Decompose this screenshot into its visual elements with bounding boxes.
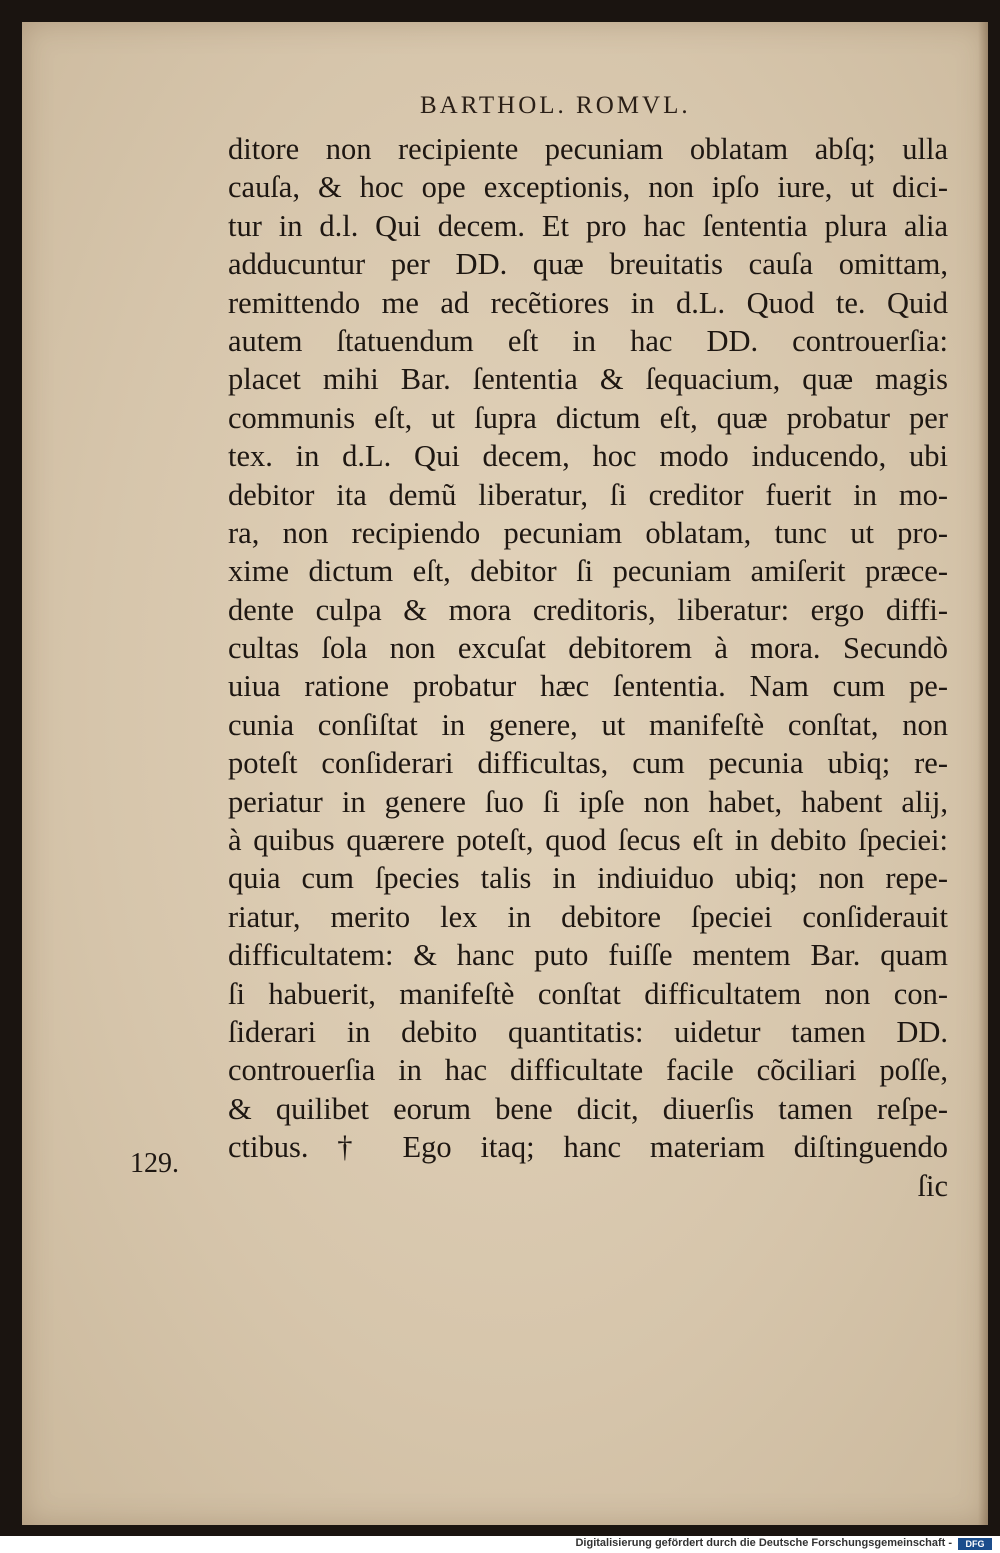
text-line: riatur, merito lex in debitore ſpeciei conſiderauit [228,899,948,934]
text-line: à quibus quærere poteſt, quod ſecus eſt in debito ſpeciei: [228,823,948,858]
text-line: & quilibet eorum bene dicit, diuerſis tamen reſpe- [228,1091,948,1126]
text-line: dente culpa & mora creditoris, liberatur: ergo diffi- [228,592,948,627]
text-line: ſi habuerit, manifeſtè conſtat difficultatem non con- [228,976,948,1011]
running-head: BARTHOL. ROMVL. [420,92,691,119]
text-line: autem ſtatuendum eſt in hac DD. controuerſia: [228,323,948,358]
text-line: controuerſia in hac difficultate facile cõciliari poſſe, [228,1053,948,1088]
text-line: placet mihi Bar. ſententia & ſequacium, quæ magis [228,362,948,397]
footer-bar [0,1536,1000,1553]
body-text [228,130,948,1205]
text-line: remittendo me ad recẽtiores in d.L. Quod te. Quid [228,285,948,320]
text-line: cunia conſiſtat in genere, ut manifeſtè conſtat, non [228,707,948,742]
page-edge [978,22,988,1525]
text-line: debitor ita demũ liberatur, ſi creditor fuerit in mo- [228,477,948,512]
dfg-logo: DFG [958,1538,992,1550]
text-line: cultas ſola non excuſat debitorem à mora. Secundò [228,631,948,666]
text-line: adducuntur per DD. quæ breuitatis cauſa omittam, [228,247,948,282]
footer-credit: Digitalisierung gefördert durch die Deutsche Forschungsgemeinschaft - [575,1537,952,1549]
text-line: xime dictum eſt, debitor ſi pecuniam amiſerit præce- [228,554,948,589]
text-line: ditore non recipiente pecuniam oblatam abſq; ulla [228,132,948,166]
text-line: tex. in d.L. Qui decem, hoc modo inducendo, ubi [228,439,948,474]
text-line: communis eſt, ut ſupra dictum eſt, quæ probatur per [228,400,948,435]
catchword: ſic [917,1168,948,1203]
text-line: uiua ratione probatur hæc ſententia. Nam cum pe- [228,669,948,704]
text-line: cauſa, & hoc ope exceptionis, non ipſo iure, ut dici- [228,170,948,205]
text-line: difficultatem: & hanc puto fuiſſe mentem Bar. quam [228,938,948,973]
text-line: ctibus. † Ego itaq; hanc materiam diſtinguendo [228,1130,948,1165]
text-line: tur in d.l. Qui decem. Et pro hac ſententia plura alia [228,208,948,243]
text-line: periatur in genere ſuo ſi ipſe non habet, habent alij, [228,784,948,819]
text-line: poteſt conſiderari difficultas, cum pecunia ubiq; re- [228,746,948,781]
text-line: ſiderari in debito quantitatis: uidetur tamen DD. [228,1014,948,1049]
margin-number: 129. [130,1148,179,1179]
text-line: ra, non recipiendo pecuniam oblatam, tunc ut pro- [228,515,948,550]
text-line: quia cum ſpecies talis in indiuiduo ubiq; non repe- [228,861,948,896]
